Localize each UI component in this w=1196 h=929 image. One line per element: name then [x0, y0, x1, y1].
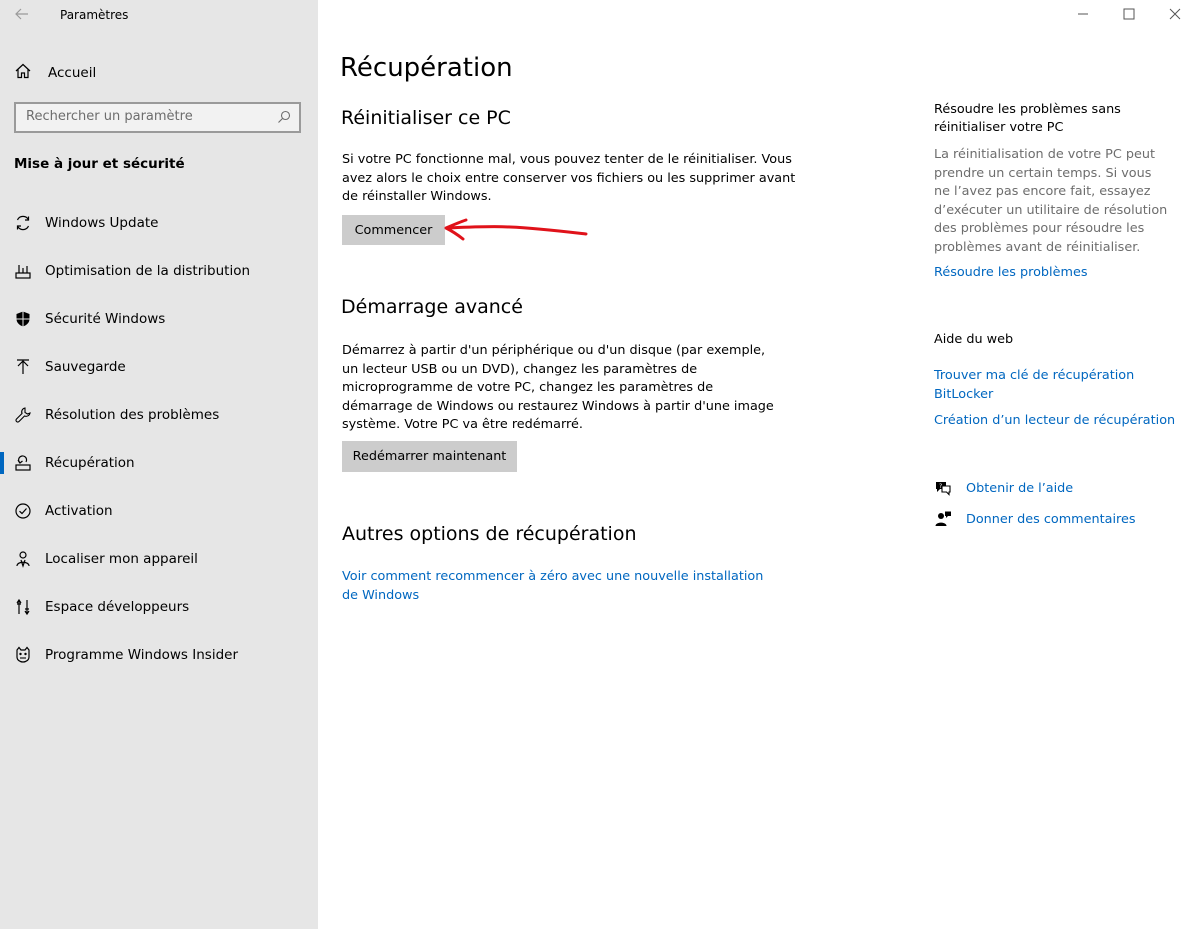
- commencer-button[interactable]: Commencer: [342, 215, 445, 245]
- troubleshoot-text: La réinitialisation de votre PC peut prendre un certain temps. Si vous ne l’avez pas encore fait, essayez d’exécuter un utilitaire de résolution des problèmes pour résoudre les problèmes avant de réinitialiser.: [934, 147, 1168, 255]
- search-placeholder: Rechercher un paramètre: [26, 109, 193, 124]
- recovery-icon: [14, 454, 32, 472]
- sidebar-item-label: Optimisation de la distribution: [45, 263, 251, 279]
- insider-icon: [14, 646, 32, 664]
- sidebar-item-troubleshoot[interactable]: [0, 391, 318, 439]
- sidebar-item-insider[interactable]: [0, 631, 318, 679]
- sidebar-item-label: Résolution des problèmes: [45, 407, 220, 423]
- chat-help-icon: [934, 479, 952, 497]
- sidebar-item-label: Localiser mon appareil: [45, 551, 198, 567]
- sidebar-item-label: Programme Windows Insider: [45, 647, 239, 663]
- home-label: Accueil: [48, 65, 97, 81]
- shield-icon: [14, 310, 32, 328]
- get-help-label: Obtenir de l’aide: [966, 480, 1074, 496]
- sidebar-nav: [0, 199, 318, 679]
- sidebar-item-label: Récupération: [45, 455, 135, 471]
- sidebar-item-label: Espace développeurs: [45, 599, 190, 615]
- sidebar-item-label: Sécurité Windows: [45, 311, 166, 327]
- section-title: Mise à jour et sécurité: [14, 156, 185, 172]
- sidebar-item-label: Windows Update: [45, 215, 159, 231]
- annotation-arrow: [440, 217, 590, 243]
- feedback-icon: [934, 510, 952, 528]
- delivery-icon: [14, 262, 32, 280]
- troubleshoot-link[interactable]: Résoudre les problèmes: [934, 265, 1088, 280]
- search-input[interactable]: [14, 102, 301, 133]
- reset-heading: Réinitialiser ce PC: [341, 107, 511, 129]
- get-help-link[interactable]: [934, 479, 1073, 497]
- sidebar-item-activation[interactable]: [0, 487, 318, 535]
- search-icon[interactable]: [277, 110, 291, 128]
- web-help-heading: Aide du web: [934, 332, 1014, 347]
- recovery-drive-link[interactable]: Création d’un lecteur de récupération: [934, 413, 1176, 428]
- sidebar-item-windows-security[interactable]: [0, 295, 318, 343]
- home-icon: [14, 62, 48, 84]
- reset-description: Si votre PC fonctionne mal, vous pouvez tenter de le réinitialiser. Vous avez alors le choix entre conserver vos fichiers ou les supprimer avant de réinstaller Windows.: [342, 152, 796, 204]
- sidebar-item-developers[interactable]: [0, 583, 318, 631]
- advanced-description: Démarrez à partir d'un périphérique ou d'un disque (par exemple, un lecteur USB ou un DVD), changez les paramètres de microprogramme de votre PC, changez les paramètres de démarrage de Windows ou restaurez Windows à partir d'une image système. Votre PC va être redémarré.: [342, 343, 774, 432]
- sidebar-item-backup[interactable]: [0, 343, 318, 391]
- feedback-link[interactable]: [934, 510, 1136, 528]
- back-arrow-icon[interactable]: [12, 4, 32, 24]
- minimize-icon[interactable]: [1073, 4, 1093, 24]
- close-icon[interactable]: [1165, 4, 1185, 24]
- sidebar: [0, 0, 318, 929]
- wrench-icon: [14, 406, 32, 424]
- person-pin-icon: [14, 550, 32, 568]
- maximize-icon[interactable]: [1119, 4, 1139, 24]
- dev-icon: [14, 598, 32, 616]
- home-nav-item[interactable]: [14, 62, 96, 84]
- app-title: Paramètres: [60, 8, 129, 22]
- check-circle-icon: [14, 502, 32, 520]
- feedback-label: Donner des commentaires: [966, 511, 1136, 527]
- sidebar-item-recovery[interactable]: [0, 439, 318, 487]
- advanced-heading: Démarrage avancé: [341, 296, 523, 318]
- bitlocker-key-link[interactable]: Trouver ma clé de récupération BitLocker: [934, 368, 1135, 402]
- fresh-start-link[interactable]: Voir comment recommencer à zéro avec une nouvelle installation de Windows: [342, 569, 764, 603]
- restart-now-button[interactable]: Redémarrer maintenant: [342, 441, 517, 472]
- upload-icon: [14, 358, 32, 376]
- sidebar-item-label: Activation: [45, 503, 113, 519]
- svg-text:?: ?: [939, 483, 943, 490]
- sidebar-item-label: Sauvegarde: [45, 359, 126, 375]
- sidebar-item-windows-update[interactable]: [0, 199, 318, 247]
- sidebar-item-delivery-optimization[interactable]: [0, 247, 318, 295]
- other-options-heading: Autres options de récupération: [342, 523, 637, 545]
- page-title: Récupération: [340, 53, 513, 83]
- troubleshoot-heading: Résoudre les problèmes sans réinitialiser votre PC: [934, 102, 1121, 135]
- sync-icon: [14, 214, 32, 232]
- sidebar-item-find-device[interactable]: [0, 535, 318, 583]
